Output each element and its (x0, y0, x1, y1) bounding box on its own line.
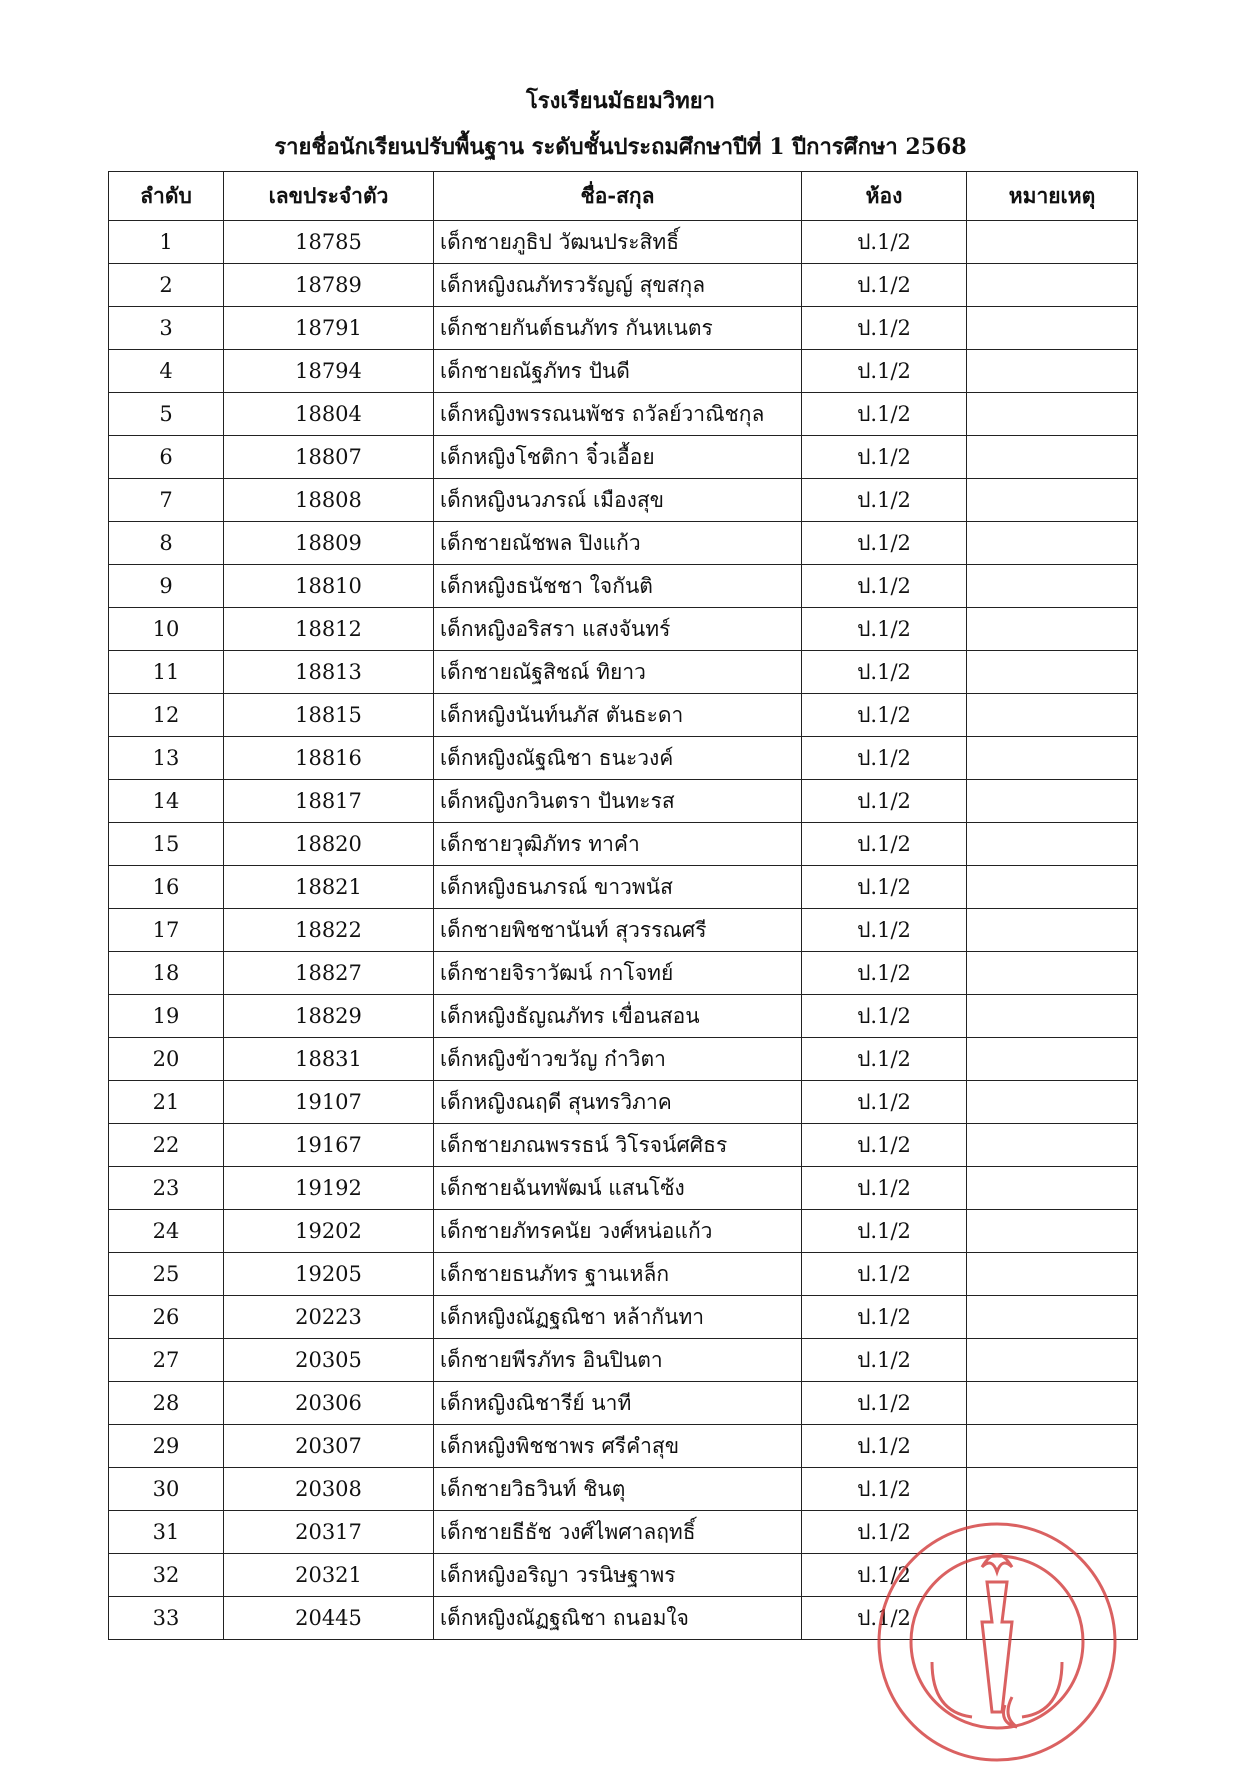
cell-note (967, 1597, 1138, 1640)
cell-no: 14 (109, 780, 224, 823)
cell-student-id: 18789 (224, 264, 434, 307)
header-room: ห้อง (802, 172, 967, 221)
table-row (109, 565, 1138, 608)
table-row (109, 1124, 1138, 1167)
cell-no: 27 (109, 1339, 224, 1382)
cell-name: เด็กหญิงธัญณภัทร เขื่อนสอน (434, 995, 802, 1038)
cell-note (967, 522, 1138, 565)
cell-student-id: 20308 (224, 1468, 434, 1511)
cell-student-id: 18815 (224, 694, 434, 737)
cell-note (967, 1339, 1138, 1382)
cell-student-id: 18791 (224, 307, 434, 350)
cell-no: 30 (109, 1468, 224, 1511)
cell-student-id: 18812 (224, 608, 434, 651)
cell-name: เด็กชายจิราวัฒน์ กาโจทย์ (434, 952, 802, 995)
cell-student-id: 19167 (224, 1124, 434, 1167)
cell-no: 24 (109, 1210, 224, 1253)
cell-room: ป.1/2 (802, 952, 967, 995)
cell-note (967, 651, 1138, 694)
cell-note (967, 565, 1138, 608)
cell-no: 11 (109, 651, 224, 694)
cell-room: ป.1/2 (802, 1339, 967, 1382)
school-name: โรงเรียนมัธยมวิทยา (525, 88, 716, 114)
cell-student-id: 19202 (224, 1210, 434, 1253)
cell-no: 21 (109, 1081, 224, 1124)
table-row (109, 995, 1138, 1038)
cell-room: ป.1/2 (802, 264, 967, 307)
cell-student-id: 18822 (224, 909, 434, 952)
table-row (109, 307, 1138, 350)
cell-student-id: 18807 (224, 436, 434, 479)
cell-name: เด็กชายกันต์ธนภัทร กันหเนตร (434, 307, 802, 350)
table-row (109, 1554, 1138, 1597)
cell-room: ป.1/2 (802, 1167, 967, 1210)
cell-room: ป.1/2 (802, 436, 967, 479)
cell-name: เด็กหญิงข้าวขวัญ ก๋าวิตา (434, 1038, 802, 1081)
cell-no: 20 (109, 1038, 224, 1081)
cell-name: เด็กชายฉันทพัฒน์ แสนโซ้ง (434, 1167, 802, 1210)
table-row (109, 1167, 1138, 1210)
cell-note (967, 1468, 1138, 1511)
cell-note (967, 307, 1138, 350)
cell-note (967, 350, 1138, 393)
cell-room: ป.1/2 (802, 1382, 967, 1425)
cell-room: ป.1/2 (802, 737, 967, 780)
cell-student-id: 18827 (224, 952, 434, 995)
table-row (109, 866, 1138, 909)
cell-room: ป.1/2 (802, 1081, 967, 1124)
table-header-row (109, 172, 1138, 221)
cell-room: ป.1/2 (802, 909, 967, 952)
cell-student-id: 20445 (224, 1597, 434, 1640)
cell-name: เด็กหญิงธนัชชา ใจกันติ (434, 565, 802, 608)
cell-note (967, 1167, 1138, 1210)
cell-room: ป.1/2 (802, 1253, 967, 1296)
cell-name: เด็กหญิงอริญา วรนิษฐาพร (434, 1554, 802, 1597)
cell-note (967, 479, 1138, 522)
table-row (109, 909, 1138, 952)
cell-no: 26 (109, 1296, 224, 1339)
cell-room: ป.1/2 (802, 823, 967, 866)
table-row (109, 952, 1138, 995)
cell-note (967, 866, 1138, 909)
cell-room: ป.1/2 (802, 565, 967, 608)
cell-name: เด็กชายภูธิป วัฒนประสิทธิ์ (434, 221, 802, 264)
table-row (109, 436, 1138, 479)
cell-room: ป.1/2 (802, 1468, 967, 1511)
cell-note (967, 221, 1138, 264)
cell-name: เด็กชายพิชชานันท์ สุวรรณศรี (434, 909, 802, 952)
cell-note (967, 694, 1138, 737)
header-student-id: เลขประจำตัว (224, 172, 434, 221)
cell-no: 15 (109, 823, 224, 866)
cell-student-id: 18829 (224, 995, 434, 1038)
cell-room: ป.1/2 (802, 995, 967, 1038)
cell-student-id: 18831 (224, 1038, 434, 1081)
cell-no: 10 (109, 608, 224, 651)
cell-note (967, 608, 1138, 651)
cell-no: 22 (109, 1124, 224, 1167)
cell-note (967, 264, 1138, 307)
cell-no: 12 (109, 694, 224, 737)
cell-room: ป.1/2 (802, 522, 967, 565)
cell-no: 32 (109, 1554, 224, 1597)
cell-room: ป.1/2 (802, 1511, 967, 1554)
cell-student-id: 18809 (224, 522, 434, 565)
cell-student-id: 18808 (224, 479, 434, 522)
cell-note (967, 393, 1138, 436)
student-roster-table (108, 171, 1138, 1640)
cell-note (967, 1382, 1138, 1425)
cell-student-id: 19192 (224, 1167, 434, 1210)
cell-note (967, 909, 1138, 952)
table-row (109, 1253, 1138, 1296)
list-title: รายชื่อนักเรียนปรับพื้นฐาน ระดับชั้นประถมศึกษาปีที่ 1 ปีการศึกษา 2568 (274, 134, 967, 160)
cell-student-id: 18813 (224, 651, 434, 694)
header-no: ลำดับ (109, 172, 224, 221)
cell-student-id: 19205 (224, 1253, 434, 1296)
cell-note (967, 1253, 1138, 1296)
table-body (109, 221, 1138, 1640)
cell-student-id: 18785 (224, 221, 434, 264)
cell-no: 9 (109, 565, 224, 608)
cell-student-id: 18821 (224, 866, 434, 909)
table-row (109, 1425, 1138, 1468)
cell-room: ป.1/2 (802, 393, 967, 436)
cell-name: เด็กหญิงโชติกา จิ๋วเอื้อย (434, 436, 802, 479)
table-row (109, 694, 1138, 737)
table-row (109, 1038, 1138, 1081)
table-row (109, 651, 1138, 694)
table-row (109, 1382, 1138, 1425)
cell-no: 25 (109, 1253, 224, 1296)
cell-note (967, 1081, 1138, 1124)
cell-room: ป.1/2 (802, 694, 967, 737)
table-row (109, 1296, 1138, 1339)
cell-student-id: 20306 (224, 1382, 434, 1425)
cell-name: เด็กชายณัชพล ปิงแก้ว (434, 522, 802, 565)
cell-no: 1 (109, 221, 224, 264)
cell-room: ป.1/2 (802, 1210, 967, 1253)
cell-name: เด็กหญิงนันท์นภัส ตันธะดา (434, 694, 802, 737)
cell-no: 2 (109, 264, 224, 307)
cell-room: ป.1/2 (802, 1296, 967, 1339)
cell-note (967, 995, 1138, 1038)
cell-no: 13 (109, 737, 224, 780)
table-row (109, 264, 1138, 307)
table-row (109, 737, 1138, 780)
cell-name: เด็กหญิงอริสรา แสงจันทร์ (434, 608, 802, 651)
cell-student-id: 18817 (224, 780, 434, 823)
cell-student-id: 18794 (224, 350, 434, 393)
cell-room: ป.1/2 (802, 307, 967, 350)
cell-name: เด็กชายธนภัทร ฐานเหล็ก (434, 1253, 802, 1296)
table-row (109, 1597, 1138, 1640)
table-row (109, 393, 1138, 436)
table-row (109, 780, 1138, 823)
header-name: ชื่อ-สกุล (434, 172, 802, 221)
cell-student-id: 18820 (224, 823, 434, 866)
table-row (109, 1511, 1138, 1554)
cell-name: เด็กหญิงณิชารีย์ นาที (434, 1382, 802, 1425)
cell-no: 19 (109, 995, 224, 1038)
cell-name: เด็กหญิงธนภรณ์ ขาวพนัส (434, 866, 802, 909)
cell-room: ป.1/2 (802, 1425, 967, 1468)
cell-no: 7 (109, 479, 224, 522)
cell-note (967, 1511, 1138, 1554)
cell-name: เด็กชายณัฐภัทร ปันดี (434, 350, 802, 393)
cell-room: ป.1/2 (802, 608, 967, 651)
cell-name: เด็กหญิงกวินตรา ปันทะรส (434, 780, 802, 823)
cell-no: 29 (109, 1425, 224, 1468)
cell-no: 33 (109, 1597, 224, 1640)
table-row (109, 1339, 1138, 1382)
cell-note (967, 737, 1138, 780)
cell-room: ป.1/2 (802, 1554, 967, 1597)
cell-note (967, 1124, 1138, 1167)
cell-no: 8 (109, 522, 224, 565)
table-row (109, 350, 1138, 393)
cell-room: ป.1/2 (802, 221, 967, 264)
cell-name: เด็กชายวิธวินท์ ชินตุ (434, 1468, 802, 1511)
cell-student-id: 19107 (224, 1081, 434, 1124)
cell-note (967, 1038, 1138, 1081)
cell-room: ป.1/2 (802, 651, 967, 694)
cell-room: ป.1/2 (802, 350, 967, 393)
cell-name: เด็กหญิงณฤดี สุนทรวิภาค (434, 1081, 802, 1124)
cell-note (967, 952, 1138, 995)
cell-name: เด็กชายภัทรคนัย วงศ์หน่อแก้ว (434, 1210, 802, 1253)
cell-student-id: 20307 (224, 1425, 434, 1468)
cell-name: เด็กชายพีรภัทร อินปินตา (434, 1339, 802, 1382)
cell-no: 18 (109, 952, 224, 995)
header-note: หมายเหตุ (967, 172, 1138, 221)
cell-no: 23 (109, 1167, 224, 1210)
table-row (109, 221, 1138, 264)
cell-note (967, 823, 1138, 866)
cell-name: เด็กหญิงณัฏฐณิชา หล้ากันทา (434, 1296, 802, 1339)
cell-student-id: 20223 (224, 1296, 434, 1339)
cell-no: 17 (109, 909, 224, 952)
cell-name: เด็กหญิงณัฏฐณิชา ถนอมใจ (434, 1597, 802, 1640)
table-row (109, 522, 1138, 565)
cell-room: ป.1/2 (802, 479, 967, 522)
cell-note (967, 1296, 1138, 1339)
table-row (109, 608, 1138, 651)
table-row (109, 1468, 1138, 1511)
cell-name: เด็กหญิงนวภรณ์ เมืองสุข (434, 479, 802, 522)
table-row (109, 823, 1138, 866)
cell-room: ป.1/2 (802, 866, 967, 909)
table-row (109, 1081, 1138, 1124)
cell-no: 4 (109, 350, 224, 393)
cell-student-id: 20317 (224, 1511, 434, 1554)
cell-name: เด็กชายณัฐสิชณ์ ทิยาว (434, 651, 802, 694)
cell-room: ป.1/2 (802, 1038, 967, 1081)
cell-no: 6 (109, 436, 224, 479)
cell-student-id: 18810 (224, 565, 434, 608)
cell-name: เด็กหญิงณภัทรวรัญญ์ สุขสกุล (434, 264, 802, 307)
cell-room: ป.1/2 (802, 1124, 967, 1167)
cell-student-id: 20321 (224, 1554, 434, 1597)
table-row (109, 479, 1138, 522)
cell-no: 16 (109, 866, 224, 909)
cell-student-id: 18804 (224, 393, 434, 436)
cell-note (967, 436, 1138, 479)
cell-name: เด็กชายวุฒิภัทร ทาคำ (434, 823, 802, 866)
cell-no: 31 (109, 1511, 224, 1554)
cell-name: เด็กหญิงพรรณนพัชร ถวัลย์วาณิชกุล (434, 393, 802, 436)
cell-student-id: 20305 (224, 1339, 434, 1382)
cell-no: 5 (109, 393, 224, 436)
cell-room: ป.1/2 (802, 780, 967, 823)
cell-name: เด็กหญิงพิชชาพร ศรีคำสุข (434, 1425, 802, 1468)
cell-student-id: 18816 (224, 737, 434, 780)
cell-no: 28 (109, 1382, 224, 1425)
cell-name: เด็กชายธีธัช วงศ์ไพศาลฤทธิ์ (434, 1511, 802, 1554)
table-row (109, 1210, 1138, 1253)
cell-note (967, 1210, 1138, 1253)
cell-name: เด็กหญิงณัฐณิชา ธนะวงค์ (434, 737, 802, 780)
cell-note (967, 1425, 1138, 1468)
cell-room: ป.1/2 (802, 1597, 967, 1640)
cell-note (967, 1554, 1138, 1597)
cell-name: เด็กชายภณพรรธน์ วิโรจน์ศศิธร (434, 1124, 802, 1167)
cell-note (967, 780, 1138, 823)
cell-no: 3 (109, 307, 224, 350)
